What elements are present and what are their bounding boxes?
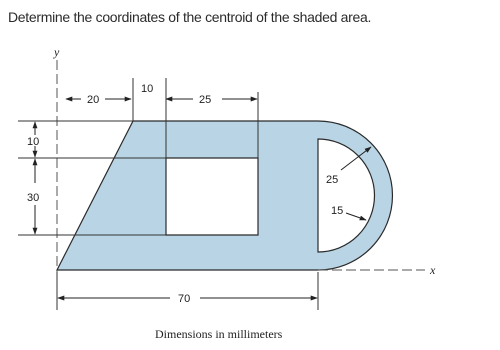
figure-caption: Dimensions in millimeters [155, 327, 283, 341]
x-axis-label: x [430, 263, 436, 277]
dim-10-top: 10 [141, 83, 154, 95]
dim-10-left: 10 [27, 136, 40, 148]
dim-20: 20 [87, 94, 100, 106]
shaded-area [57, 121, 392, 270]
dim-25-radius: 25 [326, 174, 339, 186]
dim-70: 70 [178, 293, 191, 305]
dim-25-top: 25 [199, 94, 212, 106]
dim-15-radius: 15 [331, 205, 344, 217]
dim-30-left: 30 [27, 192, 40, 204]
y-axis-label: y [54, 45, 60, 59]
question-text: Determine the coordinates of the centroid of the shaded area. [8, 9, 372, 25]
